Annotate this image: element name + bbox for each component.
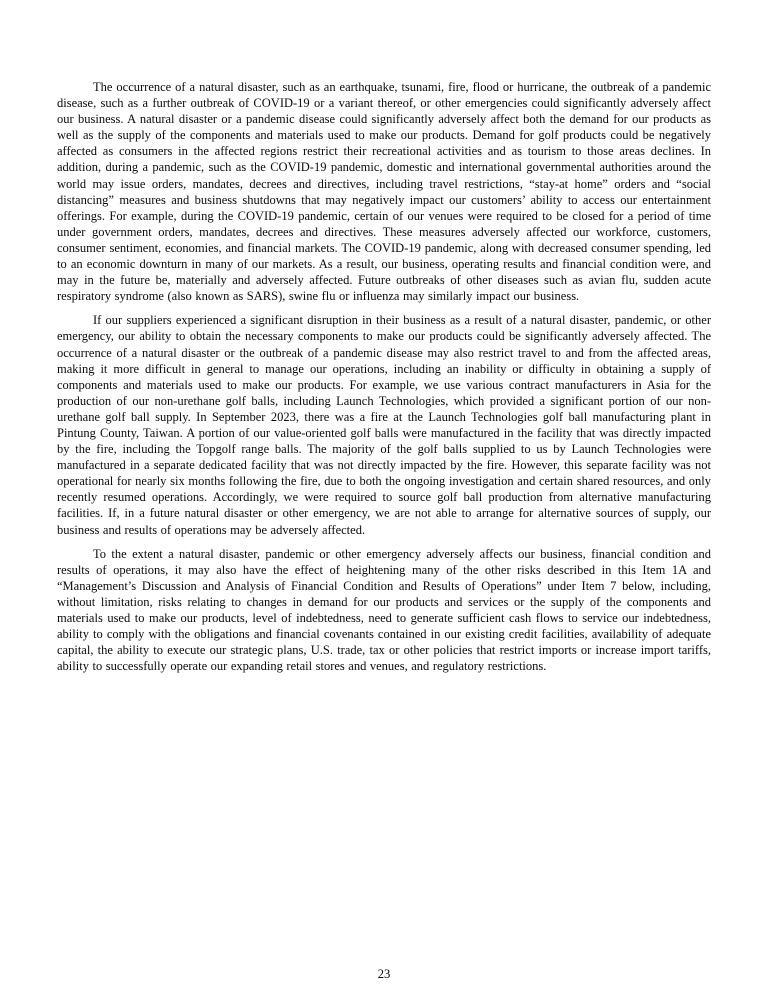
body-paragraph: If our suppliers experienced a significant disruption in their business as a result of a natural disaster, pandemic, or other emergency, our ability to obtain the necessary components to make our products could be significantly adversely affected. The occurrence of a natural disaster or the outbreak of a pandemic disease may also restrict travel to and from the affected areas, making it more difficult in general to manage our operations, including an inability or difficulty in obtaining a supply of components and materials used to make our products. For example, we use various contract manufacturers in Asia for the production of our non-urethane golf balls, including Launch Technologies, which provided a significant portion of our non-urethane golf ball supply. In September 2023, there was a fire at the Launch Technologies golf ball manufacturing plant in Pintung County, Taiwan. A portion of our value-oriented golf balls were manufactured in the facility that was directly impacted by the fire, including the Topgolf range balls. The majority of the golf balls supplied to us by Launch Technologies were manufactured in a separate dedicated facility that was not directly impacted by the fire. However, this separate facility was not operational for nearly six months following the fire, due to both the ongoing investigation and certain shared resources, and only recently resumed operations. Accordingly, we were required to source golf ball production from alternative manufacturing facilities. If, in a future natural disaster or other emergency, we are not able to arrange for alternative sources of supply, our business and results of operations may be adversely affected. (57, 313, 711, 537)
body-paragraph: To the extent a natural disaster, pandemic or other emergency adversely affects our business, financial condition and results of operations, it may also have the effect of heightening many of the other risks described in this Item 1A and “Management’s Discussion and Analysis of Financial Condition and Results of Operations” under Item 7 below, including, without limitation, risks relating to changes in demand for our products and services or the supply of the components and materials used to make our products, level of indebtedness, need to generate sufficient cash flows to service our indebtedness, ability to comply with the obligations and financial covenants contained in our existing credit facilities, availability of adequate capital, the ability to execute our strategic plans, U.S. trade, tax or other policies that restrict imports or increase import tariffs, ability to successfully operate our expanding retail stores and venues, and regulatory restrictions. (57, 546, 711, 674)
page-number: 23 (377, 967, 391, 981)
page-body (57, 79, 711, 682)
body-paragraph: The occurrence of a natural disaster, such as an earthquake, tsunami, fire, flood or hurricane, the outbreak of a pandemic disease, such as a further outbreak of COVID-19 or a variant thereof, or other emergencies could significantly adversely affect our business. A natural disaster or a pandemic disease could significantly adversely affect both the demand for our products as well as the supply of the components and materials used to make our products. Demand for golf products could be negatively affected as consumers in the affected regions restrict their recreational activities and as tourism to those areas declines. In addition, during a pandemic, such as the COVID-19 pandemic, domestic and international governmental authorities around the world may issue orders, mandates, decrees and directives, including travel restrictions, “stay-at home” orders and “social distancing” measures and business shutdowns that may negatively impact our customers’ ability to access our entertainment offerings. For example, during the COVID-19 pandemic, certain of our venues were required to be closed for a period of time under government orders, mandates, decrees and directives. These measures adversely affected our workforce, customers, consumer sentiment, economies, and financial markets. The COVID-19 pandemic, along with decreased consumer spending, led to an economic downturn in many of our markets. As a result, our business, operating results and financial condition were, and may in the future be, materially and adversely affected. Future outbreaks of other diseases such as avian flu, sudden acute respiratory syndrome (also known as SARS), swine flu or influenza may similarly impact our business. (57, 80, 711, 304)
